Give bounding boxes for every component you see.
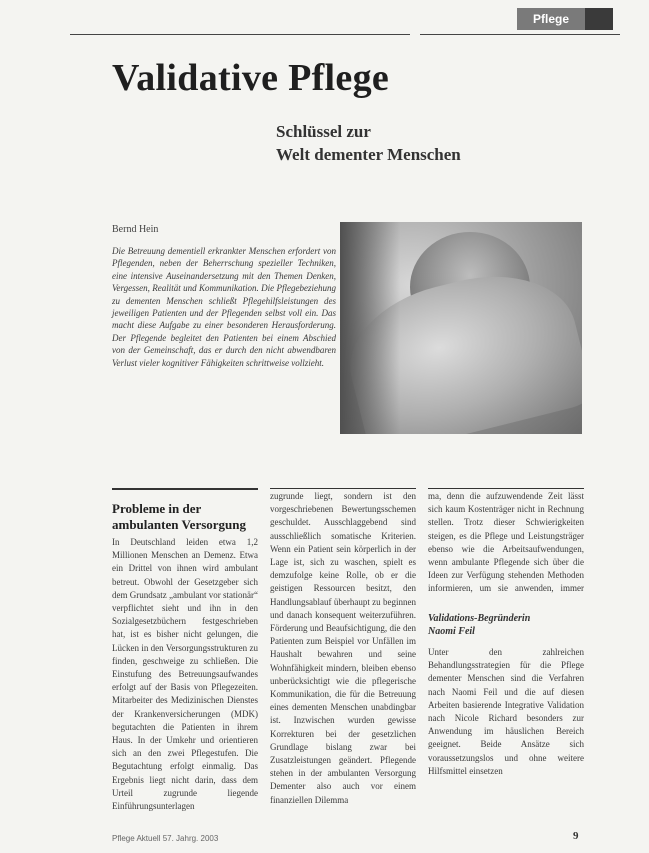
- subheading-line: Naomi Feil: [428, 626, 475, 637]
- column-1-text: In Deutschland leiden etwa 1,2 Millionen Menschen an Demenz. Etwa ein Drittel von ihnen wird ambulant betreut. Obwohl der Gesetzgeber sich dem Grundsatz „ambulant vor stationär“ verpflichtet sieht und ihn in den Sozialgesetzbüchern festgeschrieben hat, ist es bisher nicht gelungen, die Lücken in den Versorgungsstrukturen zu finden, geschweige zu schließen. Die Einstufung des Betreuungsaufwandes erfolgt auf der Basis von Pflegezeiten. Mitarbeiter des Medizinischen Dienstes der Krankenversicherungen (MDK) begutachten die Patienten in ihrem Haus. In der Umkehr und orientieren sich an den zwei Pflegestufen. Die Begutachtung erfolgt einmalig. Das Ergebnis liegt nicht darin, dass dem Urteil zugrunde liegende Einführungsunterlagen: [112, 537, 258, 812]
- article-photo: [340, 222, 582, 434]
- heading-line: Probleme in der: [112, 501, 202, 516]
- header-rule: [70, 34, 410, 35]
- photo-shadow: [340, 222, 400, 434]
- column-3-text-2: Unter den zahlreichen Behandlungsstrategien für die Pflege dementer Menschen sind die Verfahren nach Naomi Feil und die auf diesen Arbeiten basierende Integrative Validation nach Nicole Richard besonders zur Anwendung im häuslichen Bereich geeignet. Beide Ansätze sich voraussetzungslos und ohne weitere Hilfsmittel einsetzen: [428, 647, 584, 776]
- section-heading: [112, 501, 262, 533]
- article-subtitle: [276, 120, 461, 166]
- subheading-line: Validations-Begründerin: [428, 613, 531, 624]
- subtitle-line: Welt dementer Menschen: [276, 145, 461, 164]
- heading-line: ambulanten Versorgung: [112, 517, 246, 532]
- header-rule: [420, 34, 620, 35]
- subsection-heading: [428, 612, 584, 638]
- intro-paragraph: Die Betreuung dementiell erkrankter Menschen erfordert von Pflegenden, neben der Beherrschung spezieller Techniken, eine intensive Auseinandersetzung mit den Themen Denken, Vergessen, Realität und Kommunikation. Die Pflegebeziehung zu dementen Menschen schließt Pflegehilfsleistungen des jeweiligen Patienten und der Pflegenden selbst voll ein. Das macht diese Aufgabe zu einer besonderen Herausforderung. Der Pflegende begleitet den Patienten bei einem Abschied von der Gemeinschaft, das er durch den nicht abwendbaren Verlust vieler kognitiver Fähigkeiten schrittweise vollzieht.: [112, 246, 336, 368]
- column-rule: [428, 488, 584, 489]
- page-number: 9: [573, 830, 579, 842]
- article-title: Validative Pflege: [112, 57, 390, 99]
- subtitle-line: Schlüssel zur: [276, 122, 371, 141]
- section-tag: Pflege: [517, 8, 585, 30]
- section-tag-edge: [585, 8, 613, 30]
- footer-source: Pflege Aktuell 57. Jahrg. 2003: [112, 834, 219, 843]
- author-name: Bernd Hein: [112, 224, 159, 235]
- column-2-text: zugrunde liegt, sondern ist den vorgeschriebenen Bewertungsschemen geschuldet. Ausschlaggebend sind ausschließlich somatische Kriterien. Wenn ein Patient sein körperlich in der Lage ist, sich zu waschen, spielt es demzufolge keine Rolle, ob er die geistigen Ressourcen besitzt, den Handlungsablauf überhaupt zu beginnen und danach konsequent weiterzuführen. Förderung und Beaufsichtigung, die den Patienten zum Beispiel vor Unfällen im Haushalt bewahren und seine Wohnfähigkeit mindern, bleiben ebenso unberücksichtigt wie die pflegerische Kommunikation, die für die Betreuung eines dementen Menschen unabdingbar ist. Inzwischen wurden gewisse Korrekturen bei der gesetzlichen Grundlage bislang zwar bei Zusatzleistungen geändert. Pflegende stehen in der ambulanten Versorgung Dementer also auch vor einem finanziellen Dilemma: [270, 491, 416, 805]
- column-3-text: ma, denn die aufzuwendende Zeit lässt sich kaum Kostenträger nicht in Rechnung stellen. Trotz dieser Schwierigkeiten steigen, es die Pflege und Leistungsträger ebenso wie die Arbeitsaufwendungen, wenn ambulante Pflegende sich über die Ideen zur Verfügung stehenden Methoden informieren, um sie anwenden, immer: [428, 491, 584, 594]
- column-rule: [270, 488, 416, 489]
- column-rule: [112, 488, 258, 490]
